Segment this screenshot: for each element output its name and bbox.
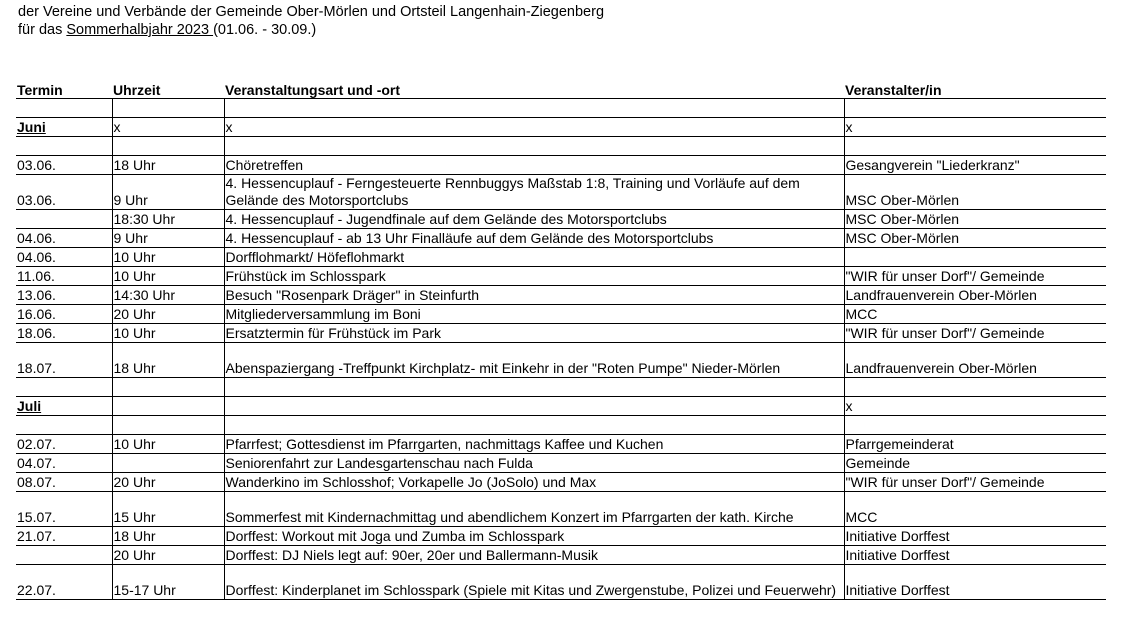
cell-uhrzeit (112, 210, 224, 229)
cell-veranstalter-text: MCC (845, 306, 878, 322)
cell-uhrzeit (112, 137, 224, 156)
cell-veranstalter-text: "WIR für unser Dorf"/ Gemeinde (845, 325, 1045, 341)
table-row (16, 527, 1106, 546)
cell-art-text: 4. Hessencuplauf - Jugendfinale auf dem Gelände des Motorsportclubs (225, 211, 667, 227)
intro-dates: (01.06. - 30.09.) (213, 22, 317, 38)
cell-art-text: Ersatztermin für Frühstück im Park (225, 325, 441, 341)
cell-veranstalter (844, 565, 1106, 600)
cell-veranstalter-text: Landfrauenverein Ober-Mörlen (845, 287, 1037, 303)
cell-uhrzeit-text: x (113, 119, 121, 135)
cell-termin (16, 229, 112, 248)
header-termin: Termin (16, 78, 112, 99)
cell-termin (16, 492, 112, 527)
cell-veranstalter (844, 267, 1106, 286)
cell-art (224, 527, 844, 546)
intro-line-2 (18, 21, 604, 39)
intro-period: Sommerhalbjahr 2023 (66, 22, 214, 38)
table-row (16, 492, 1106, 527)
cell-veranstalter (844, 473, 1106, 492)
cell-art (224, 416, 844, 435)
cell-uhrzeit (112, 473, 224, 492)
cell-termin (16, 378, 112, 397)
cell-veranstalter-text: Pfarrgemeinderat (845, 436, 954, 452)
cell-termin-text: 04.07. (17, 455, 56, 471)
cell-termin (16, 99, 112, 118)
cell-art-text: Dorffest: Kinderplanet im Schlosspark (Spiele mit Kitas und Zwergenstube, Polizei und Feuerwehr) (225, 582, 837, 598)
table-row (16, 286, 1106, 305)
cell-uhrzeit-text: 9 Uhr (113, 230, 148, 246)
cell-art-text: Wanderkino im Schlosshof; Vorkapelle Jo (JoSolo) und Max (225, 474, 597, 490)
cell-art (224, 305, 844, 324)
cell-termin-text: 13.06. (17, 287, 56, 303)
cell-uhrzeit (112, 397, 224, 416)
cell-veranstalter (844, 378, 1106, 397)
cell-veranstalter (844, 454, 1106, 473)
cell-uhrzeit-text: 10 Uhr (113, 268, 156, 284)
cell-uhrzeit-text: 10 Uhr (113, 436, 156, 452)
cell-veranstalter (844, 210, 1106, 229)
cell-veranstalter (844, 435, 1106, 454)
cell-art (224, 454, 844, 473)
header-art: Veranstaltungsart und -ort (224, 78, 844, 99)
cell-uhrzeit (112, 378, 224, 397)
cell-art (224, 546, 844, 565)
cell-veranstalter-text: Initiative Dorffest (845, 582, 950, 598)
cell-uhrzeit-text: 10 Uhr (113, 249, 156, 265)
cell-art (224, 175, 844, 210)
cell-art-text: Sommerfest mit Kindernachmittag und abendlichem Konzert im Pfarrgarten der kath. Kirche (225, 509, 794, 525)
cell-termin (16, 435, 112, 454)
cell-uhrzeit-text: 20 Uhr (113, 474, 156, 490)
cell-uhrzeit-text: 18 Uhr (113, 157, 156, 173)
cell-termin (16, 210, 112, 229)
cell-uhrzeit (112, 492, 224, 527)
cell-art (224, 229, 844, 248)
cell-termin (16, 286, 112, 305)
cell-termin (16, 156, 112, 175)
table-row (16, 229, 1106, 248)
cell-art (224, 378, 844, 397)
cell-termin (16, 248, 112, 267)
cell-uhrzeit-text: 20 Uhr (113, 547, 156, 563)
cell-uhrzeit-text: 18 Uhr (113, 528, 156, 544)
cell-veranstalter (844, 343, 1106, 378)
cell-art (224, 267, 844, 286)
cell-termin (16, 175, 112, 210)
table-header-row (16, 78, 1106, 99)
cell-veranstalter-text: MSC Ober-Mörlen (845, 230, 960, 246)
cell-veranstalter (844, 305, 1106, 324)
cell-uhrzeit (112, 248, 224, 267)
cell-art (224, 210, 844, 229)
cell-uhrzeit (112, 99, 224, 118)
cell-art (224, 435, 844, 454)
header-veranstalter: Veranstalter/in (844, 78, 1106, 99)
cell-veranstalter-text: MCC (845, 509, 878, 525)
month-row (16, 397, 1106, 416)
cell-art (224, 99, 844, 118)
cell-uhrzeit (112, 286, 224, 305)
cell-termin-text: 03.06. (17, 157, 56, 173)
cell-art (224, 156, 844, 175)
cell-uhrzeit (112, 305, 224, 324)
cell-termin-text: 08.07. (17, 474, 56, 490)
cell-art-text: Frühstück im Schlosspark (225, 268, 386, 284)
cell-veranstalter-text: Landfrauenverein Ober-Mörlen (845, 360, 1037, 376)
cell-uhrzeit (112, 156, 224, 175)
cell-uhrzeit (112, 118, 224, 137)
cell-uhrzeit-text: 15 Uhr (113, 509, 156, 525)
cell-art (224, 473, 844, 492)
table-row (16, 473, 1106, 492)
cell-termin (16, 324, 112, 343)
cell-termin-text: 11.06. (17, 268, 55, 284)
cell-veranstalter (844, 118, 1106, 137)
cell-veranstalter-text: MSC Ober-Mörlen (845, 211, 960, 227)
cell-termin (16, 565, 112, 600)
cell-termin-text: 22.07. (17, 582, 56, 598)
cell-art (224, 343, 844, 378)
cell-uhrzeit-text: 20 Uhr (113, 306, 156, 322)
cell-uhrzeit-text: 18:30 Uhr (113, 211, 175, 227)
cell-veranstalter (844, 397, 1106, 416)
cell-termin-text: Juli (17, 398, 42, 414)
cell-art-text: Dorffest: DJ Niels legt auf: 90er, 20er und Ballermann-Musik (225, 547, 598, 563)
cell-termin-text: 18.07. (17, 360, 56, 376)
cell-veranstalter-text: x (845, 398, 853, 414)
cell-uhrzeit (112, 175, 224, 210)
cell-art-text: 4. Hessencuplauf - Ferngesteuerte Rennbuggys Maßstab 1:8, Training und Vorläufe auf dem Gelände des Motorsportclubs (225, 175, 800, 208)
cell-termin-text: 16.06. (17, 306, 56, 322)
cell-uhrzeit (112, 343, 224, 378)
cell-art-text: Dorffest: Workout mit Joga und Zumba im Schlosspark (225, 528, 565, 544)
cell-uhrzeit (112, 454, 224, 473)
cell-termin-text: 03.06. (17, 192, 56, 208)
table-body (16, 99, 1106, 600)
cell-veranstalter-text: Gesangverein "Liederkranz" (845, 157, 1020, 173)
cell-art-text: Seniorenfahrt zur Landesgartenschau nach Fulda (225, 455, 533, 471)
intro-prefix: für das (18, 22, 67, 38)
cell-art-text: Mitgliederversammlung im Boni (225, 306, 421, 322)
cell-art (224, 118, 844, 137)
cell-art (224, 248, 844, 267)
cell-termin (16, 305, 112, 324)
cell-veranstalter (844, 527, 1106, 546)
cell-veranstalter-text: "WIR für unser Dorf"/ Gemeinde (845, 474, 1045, 490)
cell-veranstalter (844, 175, 1106, 210)
table-row (16, 343, 1106, 378)
cell-termin (16, 546, 112, 565)
cell-art-text: x (225, 119, 233, 135)
cell-art-text: Chöretreffen (225, 157, 304, 173)
table-row (16, 324, 1106, 343)
cell-uhrzeit-text: 15-17 Uhr (113, 582, 176, 598)
cell-art (224, 492, 844, 527)
spacer-row (16, 378, 1106, 397)
cell-veranstalter (844, 229, 1106, 248)
cell-art (224, 286, 844, 305)
table-row (16, 435, 1106, 454)
cell-uhrzeit-text: 14:30 Uhr (113, 287, 175, 303)
cell-veranstalter (844, 286, 1106, 305)
intro-line-1: der Vereine und Verbände der Gemeinde Ober-Mörlen und Ortsteil Langenhain-Ziegenberg (18, 4, 605, 20)
document-intro (18, 3, 604, 39)
table-row (16, 305, 1106, 324)
cell-veranstalter (844, 492, 1106, 527)
cell-termin (16, 137, 112, 156)
cell-art-text: Besuch "Rosenpark Dräger" in Steinfurth (225, 287, 480, 303)
cell-termin (16, 416, 112, 435)
cell-veranstalter-text: MSC Ober-Mörlen (845, 192, 960, 208)
cell-uhrzeit (112, 527, 224, 546)
cell-termin-text: 18.06. (17, 325, 56, 341)
cell-art-text: Dorfflohmarkt/ Höfeflohmarkt (225, 249, 405, 265)
cell-termin (16, 454, 112, 473)
cell-veranstalter (844, 248, 1106, 267)
cell-termin-text: 02.07. (17, 436, 56, 452)
cell-termin (16, 118, 112, 137)
cell-art-text: Pfarrfest; Gottesdienst im Pfarrgarten, nachmittags Kaffee und Kuchen (225, 436, 664, 452)
cell-uhrzeit (112, 324, 224, 343)
cell-art (224, 397, 844, 416)
cell-uhrzeit (112, 546, 224, 565)
header-uhrzeit: Uhrzeit (112, 78, 224, 99)
cell-veranstalter (844, 324, 1106, 343)
table-row (16, 248, 1106, 267)
cell-termin (16, 397, 112, 416)
events-table (16, 78, 1106, 600)
cell-termin (16, 473, 112, 492)
cell-uhrzeit (112, 229, 224, 248)
cell-termin-text: 04.06. (17, 249, 56, 265)
cell-uhrzeit (112, 435, 224, 454)
cell-termin-text: 21.07. (17, 528, 56, 544)
cell-uhrzeit-text: 10 Uhr (113, 325, 156, 341)
spacer-row (16, 99, 1106, 118)
cell-termin (16, 343, 112, 378)
cell-veranstalter (844, 546, 1106, 565)
cell-termin-text: Juni (17, 119, 46, 135)
table-row (16, 175, 1106, 210)
cell-veranstalter (844, 99, 1106, 118)
month-row (16, 118, 1106, 137)
cell-veranstalter-text: Initiative Dorffest (845, 547, 950, 563)
cell-uhrzeit (112, 416, 224, 435)
cell-uhrzeit (112, 267, 224, 286)
table-row (16, 454, 1106, 473)
table-row (16, 210, 1106, 229)
cell-art-text: 4. Hessencuplauf - ab 13 Uhr Finalläufe auf dem Gelände des Motorsportclubs (225, 230, 714, 246)
spacer-row (16, 137, 1106, 156)
spacer-row (16, 416, 1106, 435)
cell-uhrzeit-text: 18 Uhr (113, 360, 156, 376)
cell-veranstalter-text: "WIR für unser Dorf"/ Gemeinde (845, 268, 1045, 284)
cell-art-text: Abenspaziergang -Treffpunkt Kirchplatz- mit Einkehr in der "Roten Pumpe" Nieder-Mörlen (225, 360, 781, 376)
cell-termin (16, 267, 112, 286)
cell-veranstalter-text: Initiative Dorffest (845, 528, 950, 544)
cell-veranstalter-text: x (845, 119, 853, 135)
cell-art (224, 324, 844, 343)
cell-art (224, 565, 844, 600)
table-row (16, 546, 1106, 565)
cell-art (224, 137, 844, 156)
cell-termin (16, 527, 112, 546)
cell-uhrzeit-text: 9 Uhr (113, 192, 148, 208)
cell-veranstalter (844, 137, 1106, 156)
cell-uhrzeit (112, 565, 224, 600)
cell-termin-text: 04.06. (17, 230, 56, 246)
table-row (16, 565, 1106, 600)
cell-termin-text: 15.07. (17, 509, 56, 525)
cell-veranstalter (844, 156, 1106, 175)
table-row (16, 156, 1106, 175)
table-row (16, 267, 1106, 286)
cell-veranstalter (844, 416, 1106, 435)
cell-veranstalter-text: Gemeinde (845, 455, 911, 471)
